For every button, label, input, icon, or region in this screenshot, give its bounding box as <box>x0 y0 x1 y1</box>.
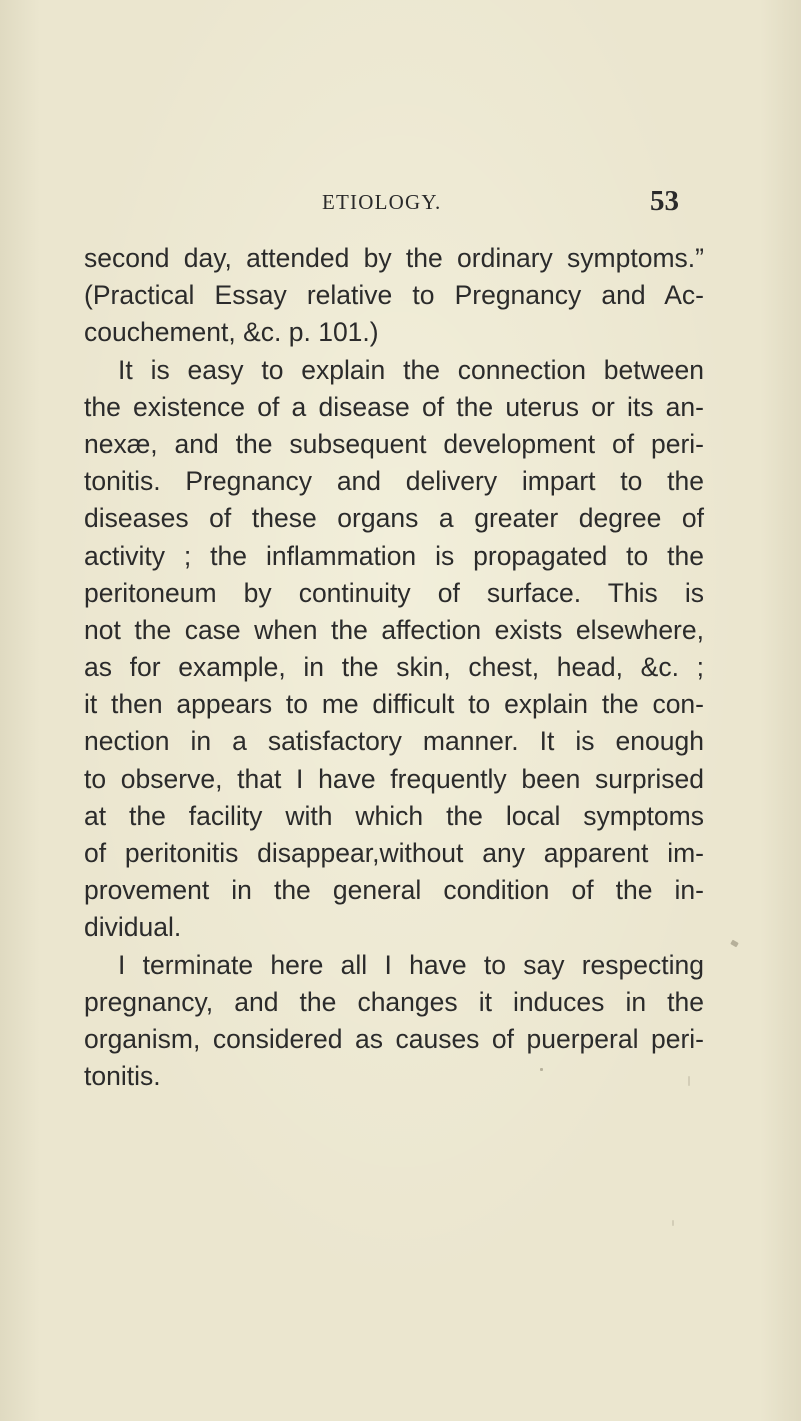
text-line: nexæ, and the subsequent development of peri- <box>84 428 704 459</box>
paragraph-first-line: It is easy to explain the connection between <box>118 354 704 385</box>
text-line: second day, attended by the ordinary symptoms.” <box>84 243 704 273</box>
text-line: it then appears to me difficult to explain the con- <box>84 689 704 720</box>
text-line: dividual. <box>84 912 182 943</box>
text-line: provement in the general condition of the in- <box>84 875 704 906</box>
text-line: nection in a satisfactory manner. It is enough <box>84 726 704 757</box>
text-line: at the facility with which the local symptoms <box>84 800 704 831</box>
paper-speck <box>730 940 739 948</box>
text-line: pregnancy, and the changes it induces in the <box>84 986 704 1017</box>
page-number: 53 <box>650 185 679 217</box>
text-line: (Practical Essay relative to Pregnancy and Ac- <box>84 280 704 311</box>
text-line: of peritonitis disappear,without any apparent im- <box>84 838 704 868</box>
text-line: not the case when the affection exists elsewhere, <box>84 614 704 645</box>
text-line: as for example, in the skin, chest, head, &c. ; <box>84 652 704 683</box>
text-line: organism, considered as causes of puerperal peri- <box>84 1023 704 1054</box>
text-line: peritoneum by continuity of surface. This is <box>84 577 704 608</box>
text-line: tonitis. <box>84 1061 161 1092</box>
paper-speck <box>540 1068 543 1071</box>
paper-speck <box>672 1220 674 1226</box>
body-text <box>84 240 704 1095</box>
text-line: diseases of these organs a greater degree of <box>84 503 704 534</box>
text-line: couchement, &c. p. 101.) <box>84 317 379 348</box>
text-line: activity ; the inflammation is propagated to the <box>84 540 704 571</box>
paragraph-first-line: I terminate here all I have to say respecting <box>118 949 704 980</box>
running-header <box>0 185 801 226</box>
text-line: to observe, that I have frequently been surprised <box>84 763 704 794</box>
text-line: the existence of a disease of the uterus or its an- <box>84 391 704 422</box>
text-line: tonitis. Pregnancy and delivery impart to the <box>84 466 704 497</box>
paper-speck <box>688 1076 690 1086</box>
running-title: ETIOLOGY. <box>322 190 442 214</box>
